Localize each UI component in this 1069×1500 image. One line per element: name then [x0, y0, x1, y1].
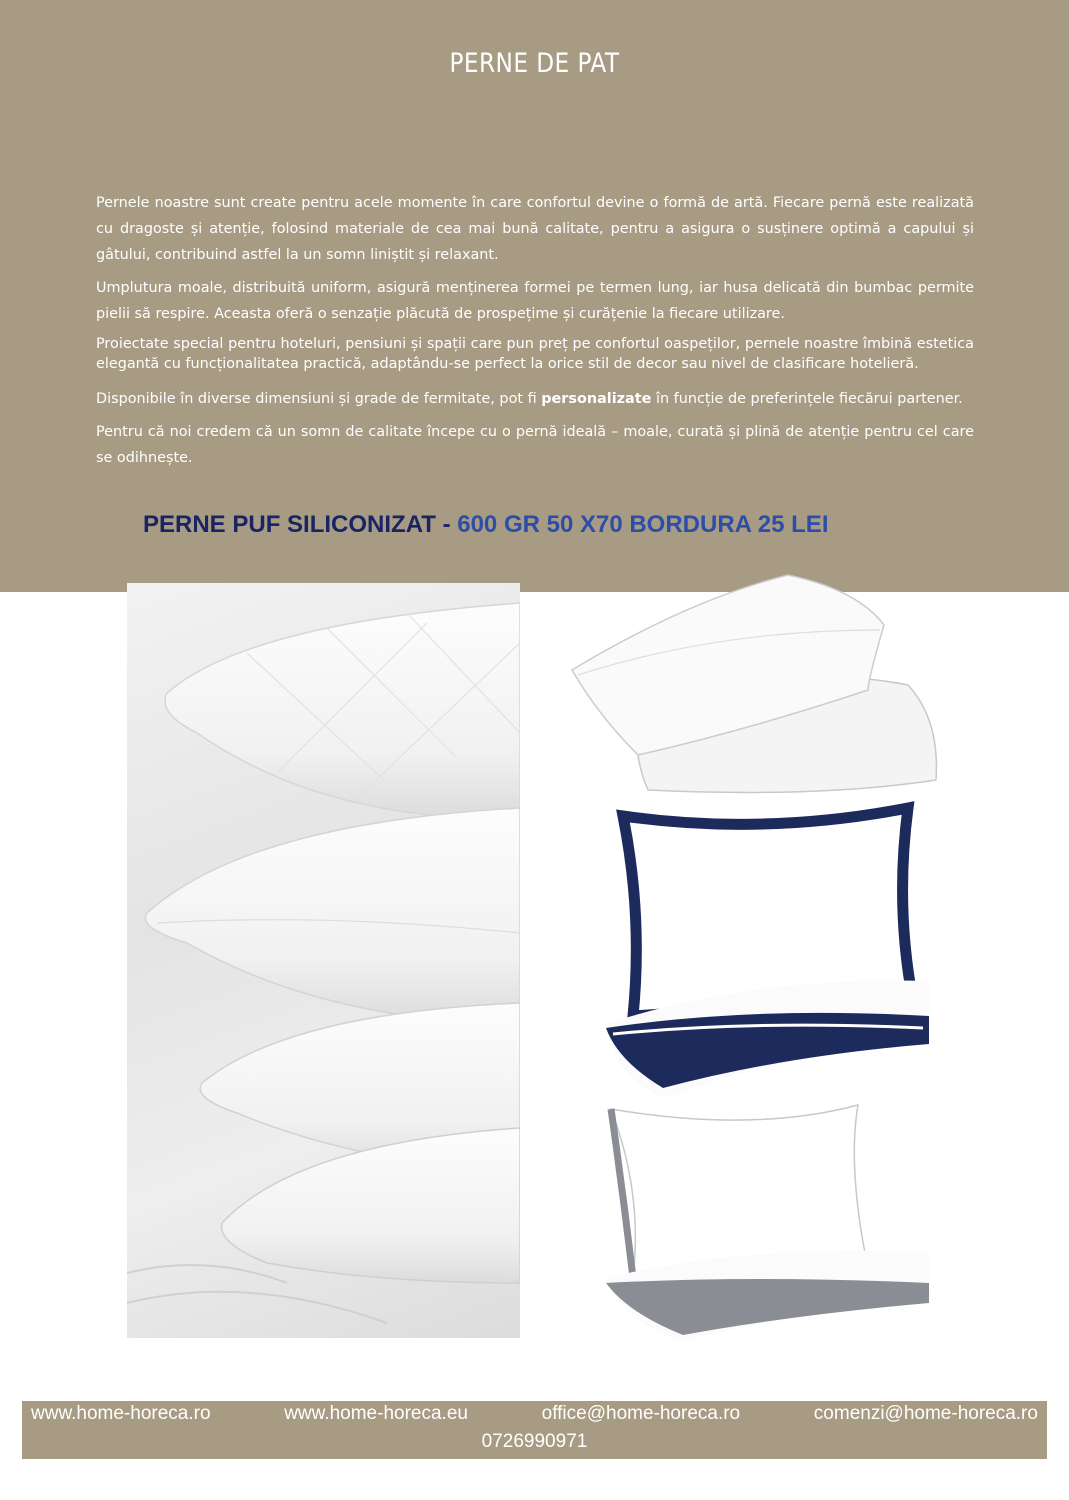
page-title: PERNE DE PAT	[449, 48, 620, 79]
contact-row	[31, 1403, 1038, 1425]
stacked-pillows-photo	[127, 583, 520, 1338]
intro-paragraph-4-end: în funcție de preferințele fiecărui partener.	[651, 391, 963, 407]
intro-paragraph-2: Umplutura moale, distribuită uniform, asigură menținerea formei pe termen lung, iar husa delicată din bumbac permite pielii să respire. Aceasta oferă o senzație plăcută de prospețime și curățenie la fiecare utilizare.	[96, 280, 974, 322]
intro-paragraph-5: Pentru că noi credem că un somn de calitate începe cu o pernă ideală – moale, curată și plină de atenție pentru cel care se odihnește.	[96, 424, 974, 466]
white-pillow-navy-border-image	[603, 806, 933, 1102]
intro-paragraph-1: Pernele noastre sunt create pentru acele momente în care confortul devine o formă de artă. Fiecare pernă este realizată cu dragoste și atenție, folosind materiale de cea mai bună calitate, pentru a asigura o susținere optimă a capului și gâtului, contribuind astfel la un somn liniștit și relaxant.	[96, 195, 974, 263]
office-email-link[interactable]: office@home-horeca.ro	[541, 1403, 741, 1424]
phone-number[interactable]: 0726990971	[481, 1431, 588, 1452]
white-pillow-grey-border-image	[603, 1103, 933, 1343]
intro-paragraph-4-start: Disponibile în diverse dimensiuni și grade de fermitate, pot fi	[96, 391, 542, 407]
product-heading	[143, 511, 828, 539]
contact-footer	[22, 1401, 1047, 1459]
product-spec-price: 600 GR 50 X70 BORDURA 25 LEI	[457, 511, 829, 538]
white-pillows-pair-image	[568, 570, 944, 798]
website-ro-link[interactable]: www.home-horeca.ro	[31, 1403, 211, 1424]
orders-email-link[interactable]: comenzi@home-horeca.ro	[813, 1403, 1038, 1424]
intro-text	[96, 190, 974, 478]
website-eu-link[interactable]: www.home-horeca.eu	[284, 1403, 468, 1424]
intro-paragraph-4	[96, 386, 974, 412]
intro-paragraph-3: Proiectate special pentru hoteluri, pensiuni și spații care pun preț pe confortul oaspeților, pernele noastre îmbină estetica elegantă cu funcționalitatea practică, adaptându-se perfect la orice stil de decor sau nivel de clasificare hotelieră.	[96, 336, 974, 372]
product-name: PERNE PUF SILICONIZAT -	[143, 511, 458, 538]
stacked-pillows-illustration	[127, 583, 520, 1338]
header-band	[0, 0, 1069, 592]
personalizate-emphasis: personalizate	[541, 391, 652, 407]
